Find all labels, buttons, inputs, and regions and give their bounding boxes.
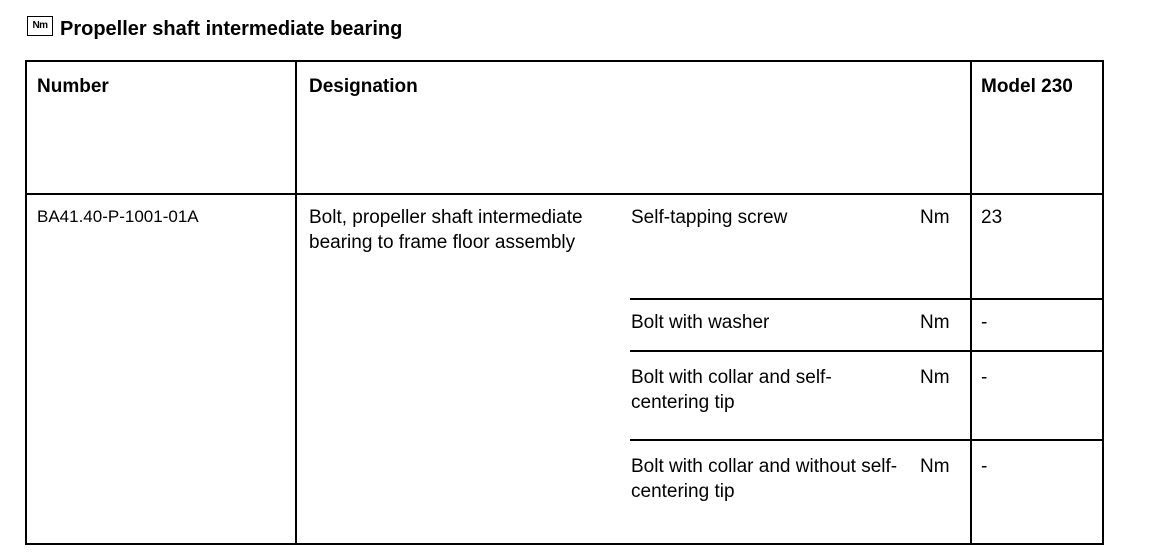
row-divider: [630, 298, 1102, 300]
column-divider: [970, 62, 972, 543]
torque-table: [25, 60, 1104, 545]
torque-unit: Nm: [920, 367, 950, 388]
torque-unit: Nm: [920, 207, 950, 228]
fastener-type: Bolt with washer: [631, 312, 770, 333]
torque-value: -: [981, 456, 988, 477]
column-divider: [295, 62, 297, 543]
section-heading: [27, 14, 402, 44]
fastener-type: Self-tapping screw: [631, 207, 788, 228]
page-title: Propeller shaft intermediate bearing: [60, 17, 403, 40]
torque-value: -: [981, 367, 988, 388]
torque-value: 23: [981, 207, 1003, 228]
torque-unit: Nm: [920, 312, 950, 333]
nm-torque-icon: Nm: [27, 16, 53, 36]
part-number: BA41.40-P-1001-01A: [37, 207, 199, 226]
torque-unit: Nm: [920, 456, 950, 477]
torque-value: -: [981, 312, 988, 333]
row-divider: [630, 439, 1102, 441]
fastener-type: Bolt with collar and without self-centering tip: [631, 456, 898, 502]
column-header-designation: Designation: [309, 76, 418, 97]
header-divider: [27, 193, 1102, 195]
row-divider: [630, 350, 1102, 352]
column-header-model: Model 230: [981, 76, 1073, 97]
part-designation: Bolt, propeller shaft intermediate bearing to frame floor assembly: [309, 207, 583, 253]
column-header-number: Number: [37, 76, 109, 97]
fastener-type: Bolt with collar and self-centering tip: [631, 367, 832, 413]
